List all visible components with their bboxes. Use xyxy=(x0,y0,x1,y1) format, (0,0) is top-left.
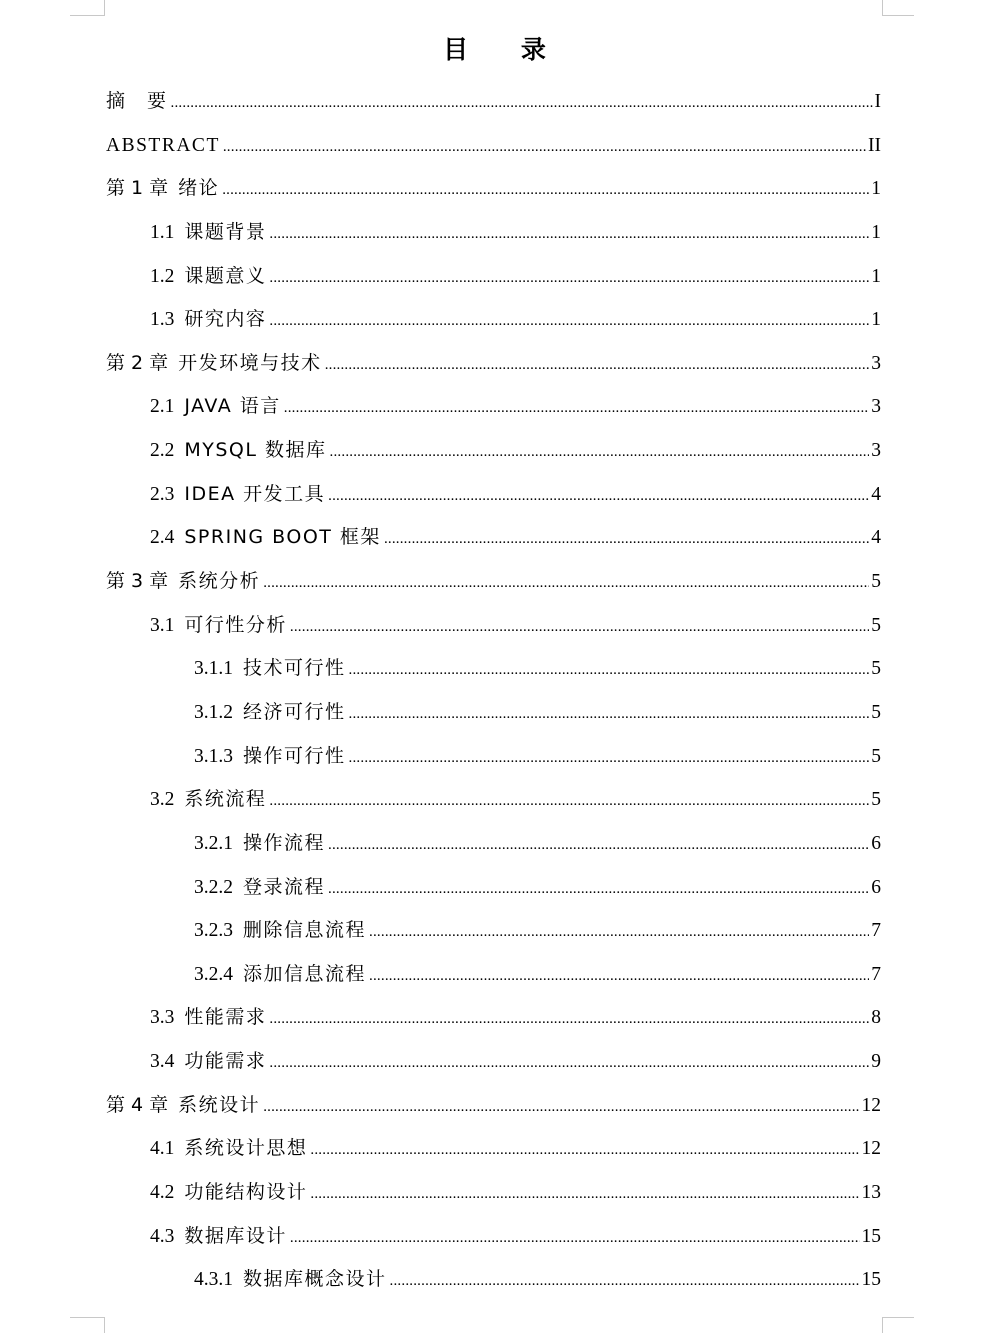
toc-entry-page-number: 1 xyxy=(871,221,881,243)
toc-entry-number: 第 3 章 xyxy=(106,570,169,593)
toc-entry-title: 可行性分析 xyxy=(184,613,287,636)
toc-entry[interactable] xyxy=(106,1084,881,1128)
toc-entry-number: 4.1 xyxy=(150,1138,175,1160)
toc-entry-page-number: 8 xyxy=(871,1007,881,1029)
toc-entry-number: 1.2 xyxy=(150,265,175,287)
toc-entry-title: MYSQL 数据库 xyxy=(184,439,327,462)
toc-entry-number: 3.1.2 xyxy=(194,701,233,723)
toc-entry-number: 4.3 xyxy=(150,1225,175,1247)
toc-entry-title: ABSTRACT xyxy=(106,134,220,156)
toc-entry-page-number: 12 xyxy=(861,1094,881,1116)
dot-leader xyxy=(328,475,869,519)
toc-entry[interactable] xyxy=(106,298,881,342)
toc-entry[interactable] xyxy=(106,473,881,517)
toc-entry-number: 3.4 xyxy=(150,1051,175,1073)
toc-entry[interactable] xyxy=(106,80,881,124)
toc-entry[interactable] xyxy=(106,996,881,1040)
toc-entry-title: 功能需求 xyxy=(184,1050,267,1073)
toc-entry[interactable] xyxy=(106,953,881,997)
toc-entry-title: 开发环境与技术 xyxy=(178,351,322,374)
toc-entry-title: 摘 要 xyxy=(106,90,168,112)
toc-entry[interactable] xyxy=(106,1127,881,1171)
dot-leader xyxy=(269,257,869,301)
toc-entry[interactable] xyxy=(106,909,881,953)
toc-entry[interactable] xyxy=(106,604,881,648)
toc-entry[interactable] xyxy=(106,1040,881,1084)
toc-entry-number: 1.3 xyxy=(150,309,175,331)
toc-entry-page-number: 3 xyxy=(871,352,881,374)
toc-entry-title: 数据库设计 xyxy=(184,1224,287,1247)
toc-entry[interactable] xyxy=(106,1215,881,1259)
toc-entry-title: IDEA 开发工具 xyxy=(184,482,326,505)
toc-entry-title: 删除信息流程 xyxy=(243,919,367,942)
toc-entry-page-number: I xyxy=(874,91,881,112)
crop-mark xyxy=(70,1317,105,1318)
dot-leader xyxy=(349,649,870,693)
toc-entry-title: 系统设计 xyxy=(178,1093,261,1116)
toc-entry-number: 2.3 xyxy=(150,483,175,505)
dot-leader xyxy=(325,344,870,388)
dot-leader xyxy=(369,911,869,955)
toc-entry-number: 第 1 章 xyxy=(106,177,169,200)
dot-leader xyxy=(284,387,870,431)
toc-entry[interactable] xyxy=(106,647,881,691)
toc-entry-page-number: 12 xyxy=(861,1138,881,1160)
toc-entry-number: 3.1 xyxy=(150,614,175,636)
toc-entry-title: 系统流程 xyxy=(184,788,267,811)
toc-entry-page-number: 9 xyxy=(871,1051,881,1073)
toc-entry-number: 2.4 xyxy=(150,527,175,549)
toc-entry-number: 3.3 xyxy=(150,1007,175,1029)
toc-title: 目 录 xyxy=(443,35,568,64)
toc-entry-title: 登录流程 xyxy=(243,875,326,898)
toc-entry[interactable] xyxy=(106,866,881,910)
toc-entry[interactable] xyxy=(106,560,881,604)
toc-entry-page-number: 4 xyxy=(871,483,881,505)
toc-entry-number: 第 2 章 xyxy=(106,351,169,374)
toc-entry-page-number: 5 xyxy=(871,745,881,767)
toc-entry-number: 4.2 xyxy=(150,1182,175,1204)
toc-entry[interactable] xyxy=(106,385,881,429)
toc-entry-page-number: 13 xyxy=(861,1182,881,1204)
dot-leader xyxy=(269,780,869,824)
toc-entry[interactable] xyxy=(106,1171,881,1215)
toc-entry-page-number: 1 xyxy=(871,265,881,287)
dot-leader xyxy=(222,169,869,213)
toc-entry[interactable] xyxy=(106,778,881,822)
dot-leader xyxy=(290,606,869,650)
toc-entry-number: 4.3.1 xyxy=(194,1269,233,1291)
dot-leader xyxy=(349,737,870,781)
dot-leader xyxy=(349,693,870,737)
toc-entry-number: 3.1.1 xyxy=(194,658,233,680)
toc-entry-page-number: 4 xyxy=(871,527,881,549)
toc-entry-number: 1.1 xyxy=(150,221,175,243)
toc-entry-page-number: II xyxy=(868,134,881,156)
dot-leader xyxy=(269,1042,869,1086)
toc-entry-page-number: 15 xyxy=(861,1225,881,1247)
toc-entry-page-number: 15 xyxy=(861,1269,881,1291)
crop-mark xyxy=(70,15,105,16)
toc-entry-page-number: 1 xyxy=(871,178,881,200)
dot-leader xyxy=(328,824,869,868)
toc-entry[interactable] xyxy=(106,691,881,735)
toc-entry[interactable] xyxy=(106,822,881,866)
toc-entry-number: 3.2.4 xyxy=(194,963,233,985)
toc-entry-page-number: 1 xyxy=(871,309,881,331)
toc-entry[interactable] xyxy=(106,167,881,211)
toc-entry-number: 2.1 xyxy=(150,396,175,418)
toc-entry-title: SPRING BOOT 框架 xyxy=(184,526,381,549)
toc-entry-number: 2.2 xyxy=(150,440,175,462)
toc-entry-page-number: 3 xyxy=(871,440,881,462)
toc-entry[interactable] xyxy=(106,342,881,386)
toc-entry-page-number: 6 xyxy=(871,876,881,898)
toc-entry-number: 3.1.3 xyxy=(194,745,233,767)
dot-leader xyxy=(290,1217,860,1261)
dot-leader xyxy=(390,1260,860,1304)
toc-entry[interactable] xyxy=(106,124,881,168)
crop-mark xyxy=(104,1317,105,1333)
toc-entry-page-number: 5 xyxy=(871,789,881,811)
toc-entry[interactable] xyxy=(106,1258,881,1302)
crop-mark xyxy=(882,0,883,16)
toc-entry-title: 功能结构设计 xyxy=(184,1181,308,1204)
dot-leader xyxy=(369,955,869,999)
dot-leader xyxy=(310,1173,859,1217)
dot-leader xyxy=(269,213,869,257)
toc-entry-page-number: 5 xyxy=(871,571,881,593)
toc-entry[interactable] xyxy=(106,735,881,779)
dot-leader xyxy=(263,562,869,606)
toc-entry-title: 系统设计思想 xyxy=(184,1137,308,1160)
toc-entry-title: 课题意义 xyxy=(184,264,267,287)
crop-mark xyxy=(882,1317,914,1318)
toc-entry-title: 操作可行性 xyxy=(243,744,346,767)
dot-leader xyxy=(384,518,869,562)
toc-entry-number: 3.2.3 xyxy=(194,920,233,942)
toc-entry-page-number: 7 xyxy=(871,963,881,985)
dot-leader xyxy=(223,126,866,170)
toc-entry-title: 课题背景 xyxy=(184,220,267,243)
toc-entry-number: 3.2.1 xyxy=(194,832,233,854)
dot-leader xyxy=(328,868,869,912)
table-of-contents xyxy=(106,80,881,1302)
toc-entry-page-number: 5 xyxy=(871,614,881,636)
toc-entry-title: 系统分析 xyxy=(178,570,261,593)
toc-entry-title: 研究内容 xyxy=(184,308,267,331)
toc-entry[interactable] xyxy=(106,255,881,299)
dot-leader xyxy=(330,431,870,475)
dot-leader xyxy=(269,300,869,344)
toc-entry-page-number: 5 xyxy=(871,701,881,723)
toc-entry-page-number: 6 xyxy=(871,832,881,854)
toc-entry[interactable] xyxy=(106,516,881,560)
toc-entry-page-number: 7 xyxy=(871,920,881,942)
toc-entry-page-number: 5 xyxy=(871,658,881,680)
toc-entry[interactable] xyxy=(106,211,881,255)
toc-entry-title: 添加信息流程 xyxy=(243,962,367,985)
toc-entry-page-number: 3 xyxy=(871,396,881,418)
toc-entry-number: 3.2.2 xyxy=(194,876,233,898)
toc-entry-number: 第 4 章 xyxy=(106,1093,169,1116)
dot-leader xyxy=(171,82,873,126)
dot-leader xyxy=(269,998,869,1042)
toc-entry-title: 数据库概念设计 xyxy=(243,1268,387,1291)
toc-entry-title: 经济可行性 xyxy=(243,700,346,723)
toc-entry-title: 技术可行性 xyxy=(243,657,346,680)
toc-entry[interactable] xyxy=(106,429,881,473)
toc-entry-title: 操作流程 xyxy=(243,831,326,854)
toc-entry-title: JAVA 语言 xyxy=(184,395,281,418)
toc-entry-number: 3.2 xyxy=(150,789,175,811)
crop-mark xyxy=(882,1317,883,1333)
toc-entry-title: 性能需求 xyxy=(184,1006,267,1029)
crop-mark xyxy=(104,0,105,16)
crop-mark xyxy=(882,15,914,16)
toc-entry-title: 绪论 xyxy=(178,177,220,200)
dot-leader xyxy=(310,1129,859,1173)
dot-leader xyxy=(263,1086,859,1130)
